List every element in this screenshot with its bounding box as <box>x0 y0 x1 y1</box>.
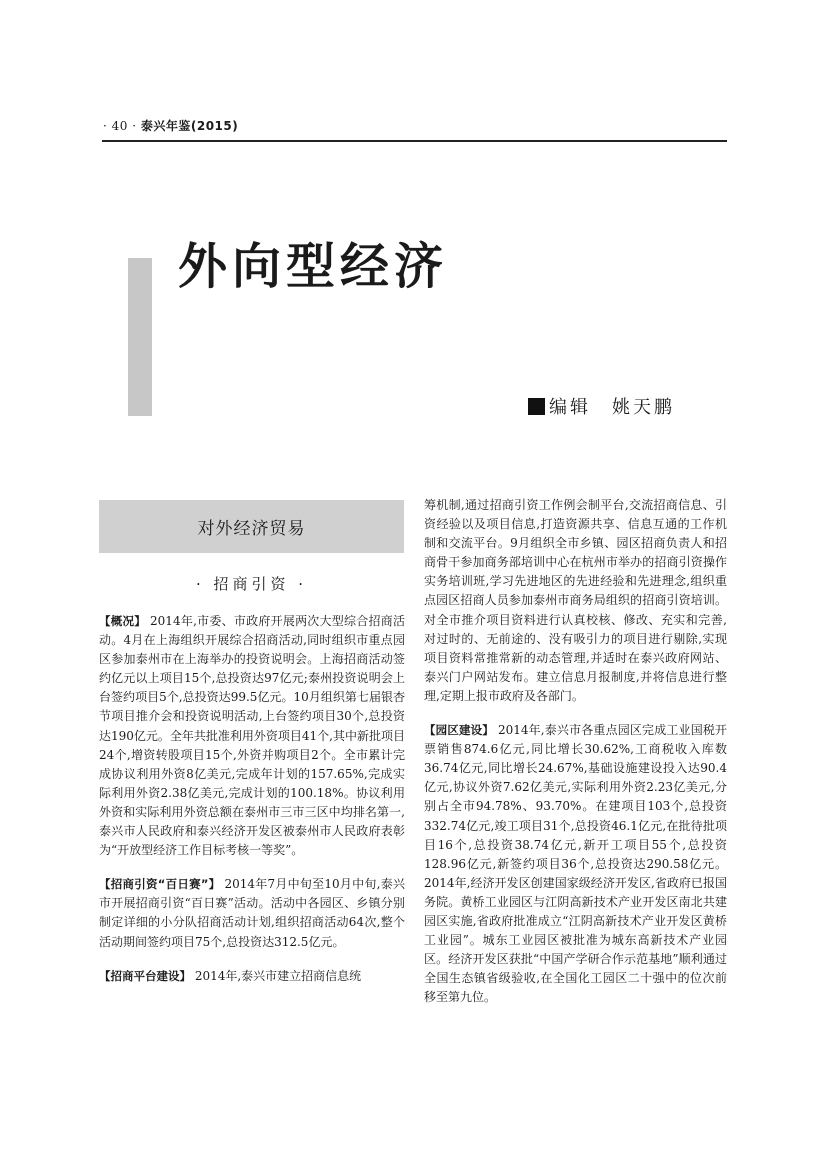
paragraph <box>99 875 405 951</box>
title-accent-bar <box>128 258 152 416</box>
paragraph-text: 2014年,泰兴市各重点园区完成工业国税开票销售874.6亿元,同比增长30.62%,工商税收入库数36.74亿元,同比增长24.67%,基础设施建设投入达90.4亿元,协议外资7.62亿美元,实际利用外资2.23亿美元,分别占全市94.78%、93.70%。在建项目103个,总投资332.74亿元,竣工项目31个,总投资46.1亿元,在批待批项目16个,总投资38.74亿元,新开工项目55个,总投资128.96亿元,新签约项目36个,总投资达290.58亿元。2014年,经济开发区创建国家级经济开发区,省政府已报国务院。黄桥工业园区与江阴高新技术产业开发区南北共建园区实施,省政府批准成立“江阴高新技术产业开发区黄桥工业园”。城东工业园区被批准为城东高新技术产业园区。经济开发区获批“中国产学研合作示范基地”顺利通过全国生态镇省级验收,在全国化工园区二十强中的位次前移至第九位。 <box>424 723 728 1005</box>
subsection-title: · 招商引资 · <box>195 575 308 593</box>
paragraph-text: 筹机制,通过招商引资工作例会制平台,交流招商信息、引资经验以及项目信息,打造资源共享、信息互通的工作机制和交流平台。9月组织全市乡镇、园区招商负责人和招商骨干参加商务部培训中心在杭州市举办的招商引资操作实务培训班,学习先进地区的先进经验和先进理念,组织重点园区招商人员参加泰州市商务局组织的招商引资培训。对全市推介项目资料进行认真校核、修改、充实和完善,对过时的、无前途的、没有吸引力的项目进行剔除,实现项目资料常推常新的动态管理,并适时在泰兴政府网站、泰兴门户网站发布。建立信息月报制度,并将信息进行整理,定期上报市政府及各部门。 <box>424 498 727 703</box>
left-column <box>99 612 405 1001</box>
right-column <box>424 496 727 1022</box>
paragraph-label: 【园区建设】 <box>424 723 494 738</box>
paragraph-label: 【招商平台建设】 <box>99 968 191 983</box>
paragraph <box>99 967 405 986</box>
paragraph-label: 【概况】 <box>99 614 146 628</box>
paragraph-text: 2014年,市委、市政府开展两次大型综合招商活动。4月在上海组织开展综合招商活动,同时组织市重点园区参加泰州市在上海举办的投资说明会。上海招商活动签约亿元以上项目15个,总投资达97亿元;泰州投资说明会上台签约项目5个,总投资达99.5亿元。10月组织第七届银杏节项目推介会和投资说明活动,上台签约项目30个,总投资达190亿元。全年共批准利用外资项目41个,其中新批项目24个,增资转股项目15个,外资并购项目2个。全市累计完成协议利用外资8亿美元,完成年计划的157.65%,完成实际利用外资2.38亿美元,完成计划的100.18%。协议利用外资和实际利用外资总额在泰州市三市三区中均排名第一,泰兴市人民政府和泰兴经济开发区被泰州市人民政府表彰为“开放型经济工作目标考核一等奖”。 <box>99 614 406 858</box>
paragraph-text: 2014年,泰兴市建立招商信息统 <box>191 968 362 983</box>
section-title-text: 对外经济贸易 <box>197 519 306 539</box>
paragraph <box>424 721 727 1007</box>
running-header <box>103 117 238 134</box>
editor-text: 编辑 姚天鹏 <box>549 397 675 418</box>
book-title: 泰兴年鉴(2015) <box>140 119 239 133</box>
chapter-title: 外向型经济 <box>178 237 449 295</box>
square-bullet-icon <box>528 398 545 415</box>
header-rule <box>102 140 727 142</box>
paragraph-label: 【招商引资“百日赛”】 <box>99 877 221 892</box>
paragraph <box>99 612 405 860</box>
editor-credit <box>528 393 675 419</box>
paragraph-text: 2014年7月中旬至10月中旬,泰兴市开展招商引资“百日赛”活动。活动中各园区、乡镇分别制定详细的小分队招商活动计划,组织招商活动64次,整个活动期间签约项目75个,总投资达312.5亿元。 <box>99 877 405 949</box>
paragraph <box>424 496 727 706</box>
page-number: · 40 · <box>103 119 137 133</box>
section-title <box>99 500 404 553</box>
